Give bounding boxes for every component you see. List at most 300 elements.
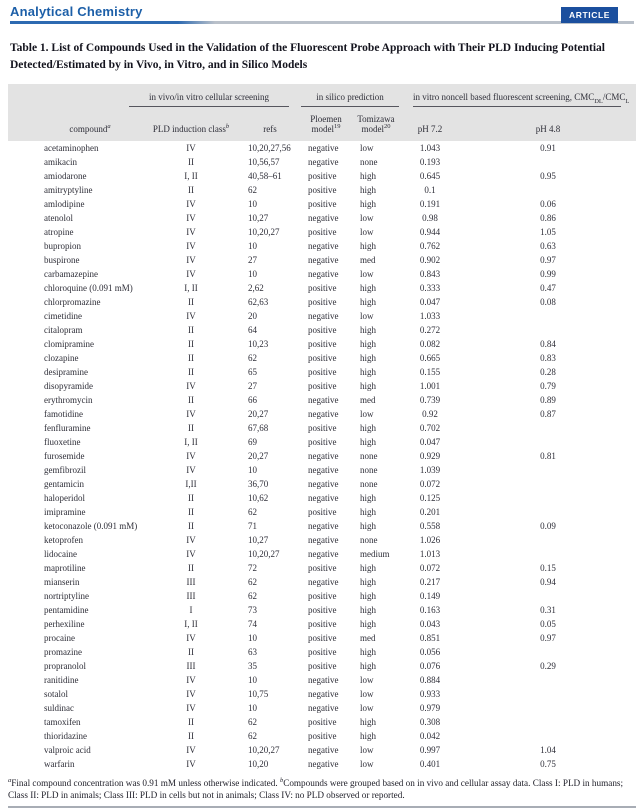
tomizawa-model-cell: high (352, 659, 400, 673)
compound-cell: amikacin (8, 155, 142, 169)
compound-cell: amitryptyline (8, 183, 142, 197)
ph-48-cell (460, 155, 636, 169)
ph-48-cell (460, 547, 636, 561)
ph-48-cell: 0.91 (460, 141, 636, 155)
col-header-ph-72: pH 7.2 (400, 108, 460, 141)
table-row (8, 575, 636, 589)
journal-title: Analytical Chemistry (10, 4, 143, 19)
tomizawa-model-cell: high (352, 183, 400, 197)
table-header (8, 84, 636, 141)
pld-induction-class-cell: III (142, 575, 240, 589)
ph-48-cell: 0.15 (460, 561, 636, 575)
ph-72-cell: 0.933 (400, 687, 460, 701)
refs-cell: 20,27 (240, 407, 300, 421)
ph-72-cell: 0.558 (400, 519, 460, 533)
compound-cell: citalopram (8, 323, 142, 337)
table-row (8, 477, 636, 491)
table-row (8, 533, 636, 547)
pld-induction-class-cell: IV (142, 197, 240, 211)
table-title: Table 1. List of Compounds Used in the Validation of the Fluorescent Probe Approach with Their PLD Inducing Potential Detected/Estimated by in Vivo, in Vitro, and in Silico Models (10, 42, 606, 72)
compound-cell: thioridazine (8, 729, 142, 743)
pld-induction-class-cell: II (142, 295, 240, 309)
compound-cell: propranolol (8, 659, 142, 673)
ph-48-cell (460, 491, 636, 505)
refs-cell: 64 (240, 323, 300, 337)
table-row (8, 211, 636, 225)
ph-48-cell (460, 673, 636, 687)
refs-cell: 27 (240, 379, 300, 393)
tomizawa-model-cell: low (352, 407, 400, 421)
table-row (8, 169, 636, 183)
ph-48-cell: 0.94 (460, 575, 636, 589)
ploemen-model-cell: positive (300, 421, 352, 435)
pld-induction-class-cell: IV (142, 687, 240, 701)
ph-48-cell: 0.99 (460, 267, 636, 281)
compound-cell: amiodarone (8, 169, 142, 183)
ph-72-cell: 1.033 (400, 309, 460, 323)
footnote-b-text: Compounds were grouped based on in vivo and cellular assay data. Class I: PLD in humans; Class II: PLD in animals; Class III: PLD in cells but not in animals; Class IV: no PLD observed or reported. (8, 777, 624, 801)
pld-induction-class-cell: II (142, 421, 240, 435)
refs-cell: 10,62 (240, 491, 300, 505)
compound-cell: fluoxetine (8, 435, 142, 449)
pld-induction-class-cell: IV (142, 757, 240, 771)
ph-48-cell: 0.81 (460, 449, 636, 463)
compound-cell: carbamazepine (8, 267, 142, 281)
ph-48-cell (460, 463, 636, 477)
pld-induction-class-cell: IV (142, 743, 240, 757)
pld-induction-class-cell: III (142, 659, 240, 673)
ph-48-cell: 1.05 (460, 225, 636, 239)
compound-cell: chlorpromazine (8, 295, 142, 309)
tomizawa-model-cell: low (352, 141, 400, 155)
col-header-ph-48: pH 4.8 (460, 108, 636, 141)
ph-48-cell (460, 309, 636, 323)
refs-cell: 62,63 (240, 295, 300, 309)
compound-cell: disopyramide (8, 379, 142, 393)
ploemen-model-cell: negative (300, 267, 352, 281)
ph-48-cell: 0.84 (460, 337, 636, 351)
refs-cell: 10 (240, 631, 300, 645)
ph-72-cell: 0.944 (400, 225, 460, 239)
ph-48-cell (460, 701, 636, 715)
compound-cell: perhexiline (8, 617, 142, 631)
table-row (8, 281, 636, 295)
ploemen-model-cell: negative (300, 253, 352, 267)
refs-cell: 27 (240, 253, 300, 267)
compound-cell: ketoprofen (8, 533, 142, 547)
table-row (8, 463, 636, 477)
tomizawa-model-cell: high (352, 323, 400, 337)
compound-cell: clozapine (8, 351, 142, 365)
ploemen-model-cell: positive (300, 337, 352, 351)
article-badge: ARTICLE (561, 7, 618, 23)
compound-cell: haloperidol (8, 491, 142, 505)
ph-48-cell: 0.31 (460, 603, 636, 617)
ploemen-model-cell: negative (300, 547, 352, 561)
refs-cell: 35 (240, 659, 300, 673)
ploemen-model-cell: negative (300, 239, 352, 253)
ph-72-cell: 0.645 (400, 169, 460, 183)
ph-72-cell: 0.149 (400, 589, 460, 603)
refs-cell: 62 (240, 575, 300, 589)
col-header-ploemen-model: Ploemen model$^{19}$ (300, 108, 352, 141)
tomizawa-model-cell: high (352, 379, 400, 393)
ph-48-cell (460, 183, 636, 197)
pld-induction-class-cell: IV (142, 631, 240, 645)
ploemen-model-cell: positive (300, 645, 352, 659)
ph-72-cell: 0.884 (400, 673, 460, 687)
ploemen-model-cell: negative (300, 155, 352, 169)
refs-cell: 65 (240, 365, 300, 379)
ph-48-cell: 0.83 (460, 351, 636, 365)
table-row (8, 407, 636, 421)
ph-72-cell: 0.702 (400, 421, 460, 435)
table-row (8, 603, 636, 617)
tomizawa-model-cell: high (352, 337, 400, 351)
ph-72-cell: 1.039 (400, 463, 460, 477)
table-row (8, 547, 636, 561)
tomizawa-model-cell: high (352, 603, 400, 617)
compound-cell: lidocaine (8, 547, 142, 561)
tomizawa-model-cell: high (352, 197, 400, 211)
table-row (8, 253, 636, 267)
compound-cell: gentamicin (8, 477, 142, 491)
table-row (8, 743, 636, 757)
footnote-a-text: Final compound concentration was 0.91 mM unless otherwise indicated. (11, 777, 278, 788)
ph-48-cell: 0.05 (460, 617, 636, 631)
pld-induction-class-cell: II (142, 715, 240, 729)
pld-induction-class-cell: II (142, 155, 240, 169)
ph-72-cell: 0.997 (400, 743, 460, 757)
group-in-silico-prediction (300, 84, 400, 108)
tomizawa-model-cell: high (352, 645, 400, 659)
table-row (8, 589, 636, 603)
refs-cell: 10,27 (240, 533, 300, 547)
pld-induction-class-cell: II (142, 519, 240, 533)
pld-induction-class-cell: II (142, 183, 240, 197)
compound-cell: erythromycin (8, 393, 142, 407)
compound-cell: maprotiline (8, 561, 142, 575)
ph-72-cell: 0.665 (400, 351, 460, 365)
refs-cell: 62 (240, 589, 300, 603)
tomizawa-model-cell: none (352, 155, 400, 169)
ph-48-cell: 0.97 (460, 631, 636, 645)
table-row (8, 379, 636, 393)
ploemen-model-cell: negative (300, 701, 352, 715)
compound-cell: gemfibrozil (8, 463, 142, 477)
tomizawa-model-cell: med (352, 631, 400, 645)
refs-cell: 10,75 (240, 687, 300, 701)
ploemen-model-cell: positive (300, 589, 352, 603)
refs-cell: 40,58–61 (240, 169, 300, 183)
compound-cell: ranitidine (8, 673, 142, 687)
refs-cell: 10,20,27,56 (240, 141, 300, 155)
ploemen-model-cell: positive (300, 561, 352, 575)
ph-48-cell: 0.29 (460, 659, 636, 673)
tomizawa-model-cell: med (352, 253, 400, 267)
ploemen-model-cell: negative (300, 575, 352, 589)
table-row (8, 505, 636, 519)
refs-cell: 10,56,57 (240, 155, 300, 169)
ph-72-cell: 1.013 (400, 547, 460, 561)
refs-cell: 66 (240, 393, 300, 407)
ph-72-cell: 0.072 (400, 561, 460, 575)
ph-72-cell: 0.217 (400, 575, 460, 589)
tomizawa-model-cell: high (352, 281, 400, 295)
compound-cell: amlodipine (8, 197, 142, 211)
ph-72-cell: 0.076 (400, 659, 460, 673)
compound-cell: clomipramine (8, 337, 142, 351)
pld-induction-class-cell: II (142, 351, 240, 365)
col-header-refs: refs (240, 108, 300, 141)
ph-72-cell: 0.401 (400, 757, 460, 771)
ploemen-model-cell: positive (300, 323, 352, 337)
tomizawa-model-cell: high (352, 519, 400, 533)
column-group-row (8, 84, 636, 108)
ph-48-cell: 0.06 (460, 197, 636, 211)
ploemen-model-cell: positive (300, 505, 352, 519)
ph-72-cell: 0.272 (400, 323, 460, 337)
ph-48-cell (460, 645, 636, 659)
compound-cell: desipramine (8, 365, 142, 379)
table-row (8, 687, 636, 701)
compound-cell: bupropion (8, 239, 142, 253)
ploemen-model-cell: positive (300, 631, 352, 645)
ph-72-cell: 0.851 (400, 631, 460, 645)
table-row (8, 155, 636, 169)
table-row (8, 309, 636, 323)
tomizawa-model-cell: high (352, 617, 400, 631)
ploemen-model-cell: negative (300, 533, 352, 547)
ploemen-model-cell: positive (300, 603, 352, 617)
refs-cell: 73 (240, 603, 300, 617)
ph-72-cell: 1.001 (400, 379, 460, 393)
ph-72-cell: 0.979 (400, 701, 460, 715)
ph-72-cell: 0.072 (400, 477, 460, 491)
column-header-row (8, 108, 636, 141)
pld-induction-class-cell: I (142, 603, 240, 617)
refs-cell: 10 (240, 197, 300, 211)
ph-72-cell: 0.056 (400, 645, 460, 659)
ploemen-model-cell: positive (300, 295, 352, 309)
pld-induction-class-cell: III (142, 589, 240, 603)
tomizawa-model-cell: medium (352, 547, 400, 561)
pld-induction-class-cell: IV (142, 701, 240, 715)
ph-72-cell: 0.155 (400, 365, 460, 379)
pld-induction-class-cell: II (142, 729, 240, 743)
tomizawa-model-cell: none (352, 533, 400, 547)
col-header-pld-class: PLD induction class$^b$ (142, 108, 240, 141)
tomizawa-model-cell: high (352, 589, 400, 603)
compound-cell: pentamidine (8, 603, 142, 617)
pld-induction-class-cell: IV (142, 211, 240, 225)
compound-cell: suldinac (8, 701, 142, 715)
refs-cell: 62 (240, 729, 300, 743)
ph-72-cell: 0.201 (400, 505, 460, 519)
table-row (8, 421, 636, 435)
refs-cell: 62 (240, 505, 300, 519)
compound-cell: cimetidine (8, 309, 142, 323)
tomizawa-model-cell: high (352, 715, 400, 729)
refs-cell: 10,20,27 (240, 743, 300, 757)
masthead-rule (10, 21, 634, 24)
ploemen-model-cell: positive (300, 351, 352, 365)
compound-cell: valproic acid (8, 743, 142, 757)
refs-cell: 10 (240, 701, 300, 715)
refs-cell: 36,70 (240, 477, 300, 491)
refs-cell: 74 (240, 617, 300, 631)
group-in-silico-prediction-label: in silico prediction (301, 92, 399, 107)
ploemen-model-cell: positive (300, 659, 352, 673)
refs-cell: 71 (240, 519, 300, 533)
ph-48-cell (460, 729, 636, 743)
compound-cell: buspirone (8, 253, 142, 267)
ploemen-model-cell: positive (300, 729, 352, 743)
ph-48-cell: 0.47 (460, 281, 636, 295)
ploemen-model-cell: negative (300, 449, 352, 463)
compound-cell: promazine (8, 645, 142, 659)
pld-induction-class-cell: IV (142, 253, 240, 267)
ph-48-cell: 0.87 (460, 407, 636, 421)
refs-cell: 10 (240, 267, 300, 281)
table-row (8, 267, 636, 281)
compound-table (8, 84, 636, 771)
table-row (8, 393, 636, 407)
ph-48-cell (460, 421, 636, 435)
pld-induction-class-cell: IV (142, 379, 240, 393)
ploemen-model-cell: positive (300, 365, 352, 379)
table-row (8, 715, 636, 729)
ph-48-cell (460, 687, 636, 701)
pld-induction-class-cell: IV (142, 547, 240, 561)
ploemen-model-cell: negative (300, 491, 352, 505)
ph-48-cell: 0.97 (460, 253, 636, 267)
tomizawa-model-cell: low (352, 225, 400, 239)
ploemen-model-cell: positive (300, 183, 352, 197)
ploemen-model-cell: negative (300, 309, 352, 323)
compound-cell: tamoxifen (8, 715, 142, 729)
compound-cell: mianserin (8, 575, 142, 589)
pld-induction-class-cell: II (142, 393, 240, 407)
ph-72-cell: 0.043 (400, 617, 460, 631)
pld-induction-class-cell: IV (142, 449, 240, 463)
pld-induction-class-cell: IV (142, 225, 240, 239)
compound-cell: atropine (8, 225, 142, 239)
table-body (8, 141, 636, 771)
ph-48-cell: 0.28 (460, 365, 636, 379)
tomizawa-model-cell: high (352, 239, 400, 253)
pld-induction-class-cell: I, II (142, 435, 240, 449)
table-row (8, 561, 636, 575)
refs-cell: 10 (240, 463, 300, 477)
tomizawa-model-cell: high (352, 169, 400, 183)
pld-induction-class-cell: IV (142, 673, 240, 687)
ph-72-cell: 0.163 (400, 603, 460, 617)
ploemen-model-cell: negative (300, 211, 352, 225)
table-row (8, 141, 636, 155)
pld-induction-class-cell: II (142, 323, 240, 337)
pld-induction-class-cell: II (142, 561, 240, 575)
ph-72-cell: 0.92 (400, 407, 460, 421)
ph-48-cell: 0.86 (460, 211, 636, 225)
ph-48-cell (460, 715, 636, 729)
tomizawa-model-cell: high (352, 729, 400, 743)
compound-cell: warfarin (8, 757, 142, 771)
ph-72-cell: 0.193 (400, 155, 460, 169)
refs-cell: 10 (240, 239, 300, 253)
tomizawa-model-cell: low (352, 673, 400, 687)
ph-72-cell: 0.843 (400, 267, 460, 281)
compound-cell: nortriptyline (8, 589, 142, 603)
compound-cell: furosemide (8, 449, 142, 463)
tomizawa-model-cell: low (352, 757, 400, 771)
ploemen-model-cell: negative (300, 673, 352, 687)
ph-48-cell: 0.79 (460, 379, 636, 393)
pld-induction-class-cell: IV (142, 141, 240, 155)
ph-72-cell: 0.739 (400, 393, 460, 407)
group-spacer (8, 84, 142, 108)
ph-48-cell (460, 435, 636, 449)
tomizawa-model-cell: none (352, 477, 400, 491)
tomizawa-model-cell: none (352, 449, 400, 463)
tomizawa-model-cell: none (352, 463, 400, 477)
refs-cell: 10,27 (240, 211, 300, 225)
refs-cell: 10,23 (240, 337, 300, 351)
compound-cell: ketoconazole (0.091 mM) (8, 519, 142, 533)
pld-induction-class-cell: IV (142, 407, 240, 421)
table-row (8, 183, 636, 197)
pld-induction-class-cell: I, II (142, 617, 240, 631)
table-row (8, 729, 636, 743)
refs-cell: 62 (240, 715, 300, 729)
pld-induction-class-cell: II (142, 337, 240, 351)
ph-72-cell: 1.043 (400, 141, 460, 155)
pld-induction-class-cell: I, II (142, 169, 240, 183)
table-row (8, 351, 636, 365)
ph-72-cell: 0.1 (400, 183, 460, 197)
ploemen-model-cell: positive (300, 169, 352, 183)
pld-induction-class-cell: IV (142, 463, 240, 477)
table-row (8, 659, 636, 673)
tomizawa-model-cell: high (352, 435, 400, 449)
compound-cell: fenfluramine (8, 421, 142, 435)
tomizawa-model-cell: high (352, 365, 400, 379)
refs-cell: 63 (240, 645, 300, 659)
ploemen-model-cell: negative (300, 687, 352, 701)
col-header-tomizawa-model: Tomizawa model$^{20}$ (352, 108, 400, 141)
ploemen-model-cell: positive (300, 715, 352, 729)
ph-48-cell (460, 323, 636, 337)
table-row (8, 337, 636, 351)
pld-induction-class-cell: IV (142, 533, 240, 547)
ph-48-cell: 0.09 (460, 519, 636, 533)
table-row (8, 617, 636, 631)
group-fluorescent-screening-label: in vitro noncell based fluorescent screening, $CMC_{DL}/CMC_L$ (413, 92, 621, 107)
ph-72-cell: 0.902 (400, 253, 460, 267)
group-fluorescent-screening (400, 84, 636, 108)
ploemen-model-cell: negative (300, 463, 352, 477)
ph-48-cell: 0.95 (460, 169, 636, 183)
ph-48-cell: 0.63 (460, 239, 636, 253)
tomizawa-model-cell: med (352, 393, 400, 407)
tomizawa-model-cell: low (352, 701, 400, 715)
tomizawa-model-cell: high (352, 561, 400, 575)
ph-72-cell: 0.762 (400, 239, 460, 253)
ph-72-cell: 0.125 (400, 491, 460, 505)
ph-48-cell (460, 589, 636, 603)
tomizawa-model-cell: low (352, 309, 400, 323)
ph-48-cell: 0.89 (460, 393, 636, 407)
